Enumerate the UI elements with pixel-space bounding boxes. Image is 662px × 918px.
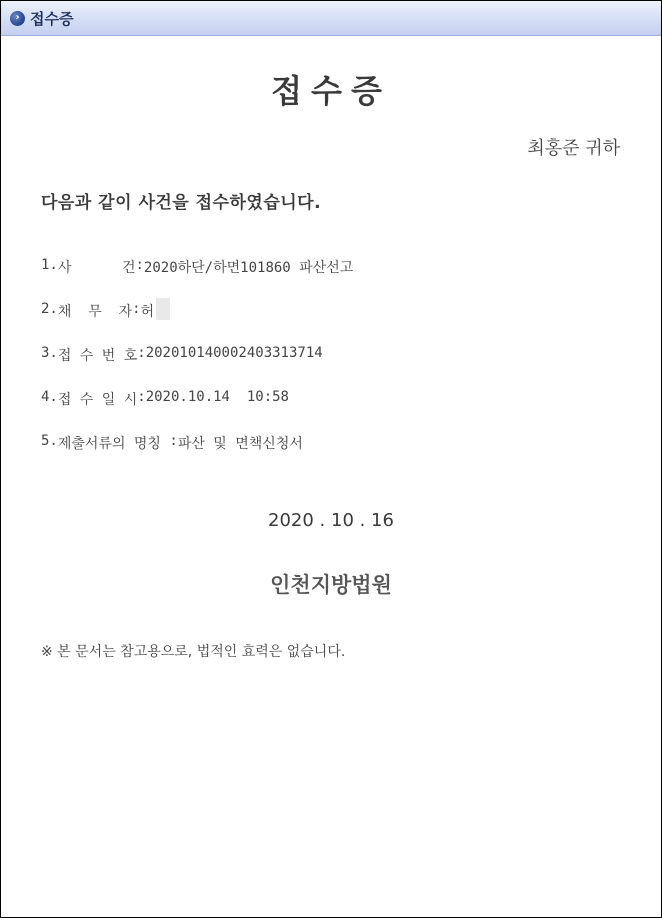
field-number: 4. (41, 389, 58, 405)
window-titlebar (1, 1, 661, 36)
field-debtor (41, 301, 353, 345)
field-label: 제출서류의 명칭 (57, 436, 170, 452)
field-document-name (41, 433, 353, 477)
field-value: 2020.10.14 10:58 (145, 389, 289, 405)
receipt-fields (41, 257, 353, 477)
field-receipt-number (41, 345, 353, 389)
field-value: 파산 및 면책신청서 (177, 436, 303, 452)
field-separator: : (132, 301, 141, 317)
intro-text: 다음과 같이 사건을 접수하였습니다. (41, 193, 322, 213)
field-number: 1. (41, 257, 58, 273)
field-label: 접 수 일 시 (57, 392, 138, 408)
chevron-right-circle-icon: › (10, 11, 25, 26)
redaction-box (156, 298, 170, 320)
field-number: 2. (41, 301, 58, 317)
field-label: 채 무 자 (57, 304, 133, 320)
field-case (41, 257, 353, 301)
field-number: 5. (41, 433, 58, 449)
field-value: 허 (140, 304, 155, 320)
field-number: 3. (41, 345, 58, 361)
court-name: 인천지방법원 (270, 572, 392, 597)
field-value: 20201014000240331371‍4 (145, 345, 323, 361)
field-separator: : (137, 389, 146, 405)
field-separator: : (137, 345, 146, 361)
recipient-name: 최홍준 귀하 (527, 138, 620, 159)
document-title: 접수증 (271, 72, 391, 110)
field-separator: : (169, 433, 178, 449)
field-value: 2020하단/하면101860 파산선고 (143, 260, 354, 276)
field-separator: : (135, 257, 144, 273)
window-title: 접수증 (30, 9, 74, 28)
field-receipt-datetime (41, 389, 353, 433)
issue-date: 2020 . 10 . 16 (268, 510, 394, 531)
disclaimer-note: ※ 본 문서는 참고용으로, 법적인 효력은 없습니다. (41, 644, 346, 660)
field-label: 사 건 (57, 260, 136, 276)
field-label: 접 수 번 호 (57, 348, 138, 364)
